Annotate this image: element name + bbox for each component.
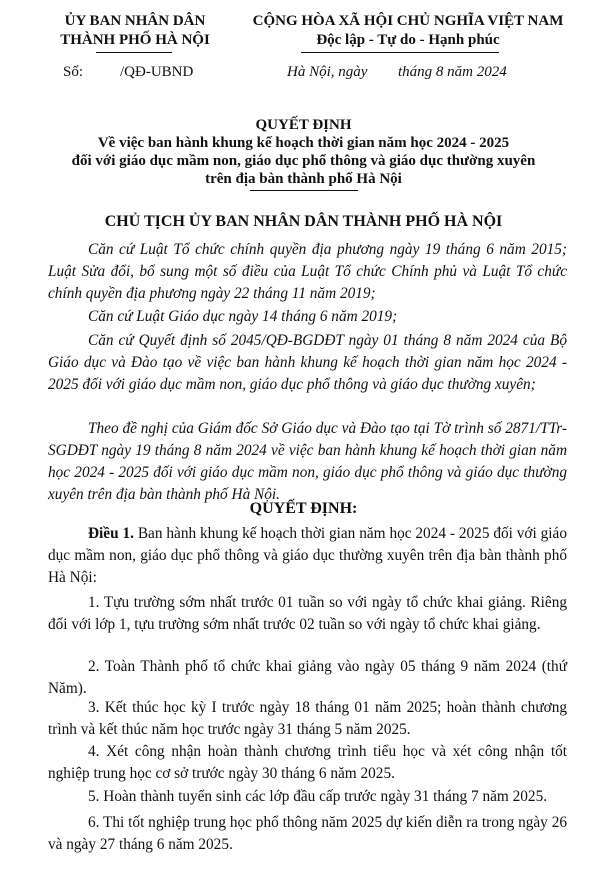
decides-heading: QUYẾT ĐỊNH: — [249, 500, 358, 517]
basis-proposal: Theo đề nghị của Giám đốc Sở Giáo dục và Đào tạo tại Tờ trình số 2871/TTr-SGDĐT ngày 19 tháng 8 năm 2024 về việc ban hành khung kế hoạch thời gian năm học 2024 - 2025 đối với giáo dục mầm non, giáo dục phổ thông và giáo dục thường xuyên trên địa bàn thành phố Hà Nội. — [48, 420, 567, 503]
place-date-b: tháng 8 năm 2024 — [398, 64, 507, 80]
article-1 — [48, 523, 567, 589]
motto-line2: Độc lập - Tự do - Hạnh phúc — [316, 32, 500, 48]
decision-title: QUYẾT ĐỊNH — [255, 117, 352, 133]
doc-number-label: Số: — [63, 64, 84, 80]
item-2: 2. Toàn Thành phố tổ chức khai giảng vào ngày 05 tháng 9 năm 2024 (thứ Năm). — [48, 658, 567, 697]
issuer-line1: ỦY BAN NHÂN DÂN — [64, 13, 206, 29]
place-date-a: Hà Nội, ngày — [287, 64, 368, 80]
basis-ministry-decision: Căn cứ Quyết định số 2045/QĐ-BGDĐT ngày 01 tháng 8 năm 2024 của Bộ Giáo dục và Đào tạo về việc ban hành khung kế hoạch thời gian năm học 2024 - 2025 đối với giáo dục mầm non, giáo dục phổ thông và giáo dục thường xuyên; — [48, 332, 567, 393]
basis-law-local-government: Căn cứ Luật Tổ chức chính quyền địa phương ngày 19 tháng 6 năm 2015; Luật Sửa đổi, bổ sung một số điều của Luật Tổ chức Chính phủ và Luật Tổ chức chính quyền địa phương ngày 22 tháng 11 năm 2019; — [48, 241, 567, 302]
item-4: 4. Xét công nhận hoàn thành chương trình tiểu học và xét công nhận tốt nghiệp trung học cơ sở trước ngày 30 tháng 6 năm 2025. — [48, 743, 567, 782]
decision-subtitle-2: đối với giáo dục mầm non, giáo dục phổ thông và giáo dục thường xuyên — [71, 153, 536, 169]
decision-subtitle-1: Về việc ban hành khung kế hoạch thời gian năm học 2024 - 2025 — [97, 135, 510, 151]
doc-number-suffix: /QĐ-UBND — [120, 64, 194, 80]
authority-heading: CHỦ TỊCH ỦY BAN NHÂN DÂN THÀNH PHỐ HÀ NỘI — [104, 213, 503, 230]
item-5: 5. Hoàn thành tuyển sinh các lớp đầu cấp trước ngày 31 tháng 7 năm 2025. — [88, 788, 548, 805]
issuer-underline — [96, 52, 172, 53]
title-underline — [250, 190, 358, 191]
motto-line1: CỘNG HÒA XÃ HỘI CHỦ NGHĨA VIỆT NAM — [252, 13, 564, 29]
basis-education-law: Căn cứ Luật Giáo dục ngày 14 tháng 6 năm 2019; — [88, 308, 398, 325]
article-1-label: Điều 1. — [88, 525, 134, 542]
issuer-line2: THÀNH PHỐ HÀ NỘI — [60, 32, 210, 48]
item-3: 3. Kết thúc học kỳ I trước ngày 18 tháng 01 năm 2025; hoàn thành chương trình và kết thúc năm học trước ngày 31 tháng 5 năm 2025. — [48, 699, 567, 738]
item-6: 6. Thi tốt nghiệp trung học phổ thông năm 2025 dự kiến diễn ra trong ngày 26 và ngày 27 tháng 6 năm 2025. — [48, 814, 567, 853]
motto-underline — [301, 52, 499, 53]
item-1: 1. Tựu trường sớm nhất trước 01 tuần so với ngày tổ chức khai giảng. Riêng đối với lớp 1, tựu trường sớm nhất trước 02 tuần so với ngày tổ chức khai giảng. — [48, 594, 567, 633]
decision-subtitle-3: trên địa bàn thành phố Hà Nội — [205, 171, 402, 187]
article-1-text: Ban hành khung kế hoạch thời gian năm học 2024 - 2025 đối với giáo dục mầm non, giáo dục phổ thông và giáo dục thường xuyên trên địa bàn thành phố Hà Nội: — [48, 525, 567, 586]
